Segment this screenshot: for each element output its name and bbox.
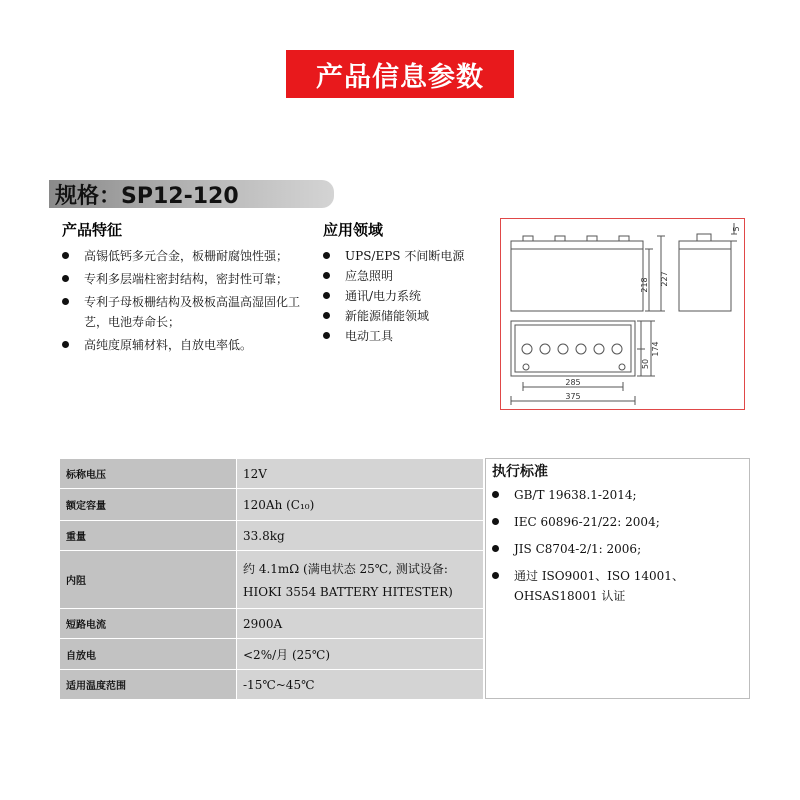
product-info-banner: 产品信息参数	[286, 50, 514, 98]
spec-value: -15℃~45℃	[237, 670, 484, 700]
table-row	[60, 639, 484, 670]
spec-value	[237, 551, 484, 609]
table-row	[60, 670, 484, 700]
spec-value: 2900A	[237, 609, 484, 639]
spec-value-line: 约 4.1mΩ (满电状态 25℃, 测试设备:	[243, 562, 448, 576]
dim-label: 285	[565, 378, 581, 387]
spec-key: 适用温度范围	[60, 670, 237, 700]
table-row	[60, 459, 484, 489]
standards-panel	[485, 458, 750, 699]
application-item: UPS/EPS 不间断电源	[321, 246, 496, 266]
dim-label: 50	[641, 358, 650, 370]
application-item: 应急照明	[321, 266, 496, 286]
feature-item: 高纯度原辅材料，自放电率低。	[60, 335, 300, 355]
table-row	[60, 551, 484, 609]
battery-front-view	[511, 241, 643, 311]
dim-label: 227	[660, 271, 669, 287]
spec-key: 标称电压	[60, 459, 237, 489]
spec-value: 33.8kg	[237, 521, 484, 551]
feature-item: 专利多层端柱密封结构，密封性可靠；	[60, 269, 300, 289]
feature-item: 专利子母板栅结构及极板高温高湿固化工艺，电池寿命长；	[60, 292, 300, 332]
spec-value: 12V	[237, 459, 484, 489]
battery-side-view	[679, 241, 731, 311]
features-list	[60, 246, 300, 358]
standard-item: JIS C8704-2/1: 2006;	[490, 539, 745, 559]
standard-item: IEC 60896-21/22: 2004;	[490, 512, 745, 532]
spec-key: 内阻	[60, 551, 237, 609]
feature-item: 高锡低钙多元合金，板栅耐腐蚀性强；	[60, 246, 300, 266]
dim-label: 5	[732, 226, 741, 232]
features-title: 产品特征	[62, 221, 123, 239]
battery-drawing	[501, 219, 744, 409]
applications-list	[321, 246, 496, 346]
dim-label: 375	[565, 392, 581, 401]
table-row	[60, 521, 484, 551]
standards-list	[490, 485, 745, 613]
table-row	[60, 609, 484, 639]
applications-title: 应用领域	[323, 221, 384, 239]
standards-title: 执行标准	[492, 464, 548, 480]
application-item: 通讯/电力系统	[321, 286, 496, 306]
standard-item: GB/T 19638.1-2014;	[490, 485, 745, 505]
standard-item: 通过 ISO9001、ISO 14001、OHSAS18001 认证	[490, 566, 745, 606]
spec-value: 120Ah (C₁₀)	[237, 489, 484, 521]
battery-dimension-diagram	[500, 218, 745, 410]
dim-label: 174	[651, 341, 660, 357]
spec-key: 额定容量	[60, 489, 237, 521]
spec-table	[59, 458, 484, 700]
table-row	[60, 489, 484, 521]
application-item: 新能源储能领域	[321, 306, 496, 326]
model-label-bar: 规格：SP12-120	[49, 180, 334, 208]
spec-key: 自放电	[60, 639, 237, 670]
spec-value: <2%/月 (25℃)	[237, 639, 484, 670]
spec-value-line: HIOKI 3554 BATTERY HITESTER)	[243, 585, 453, 599]
spec-key: 短路电流	[60, 609, 237, 639]
spec-key: 重量	[60, 521, 237, 551]
application-item: 电动工具	[321, 326, 496, 346]
dim-label: 218	[640, 277, 649, 293]
